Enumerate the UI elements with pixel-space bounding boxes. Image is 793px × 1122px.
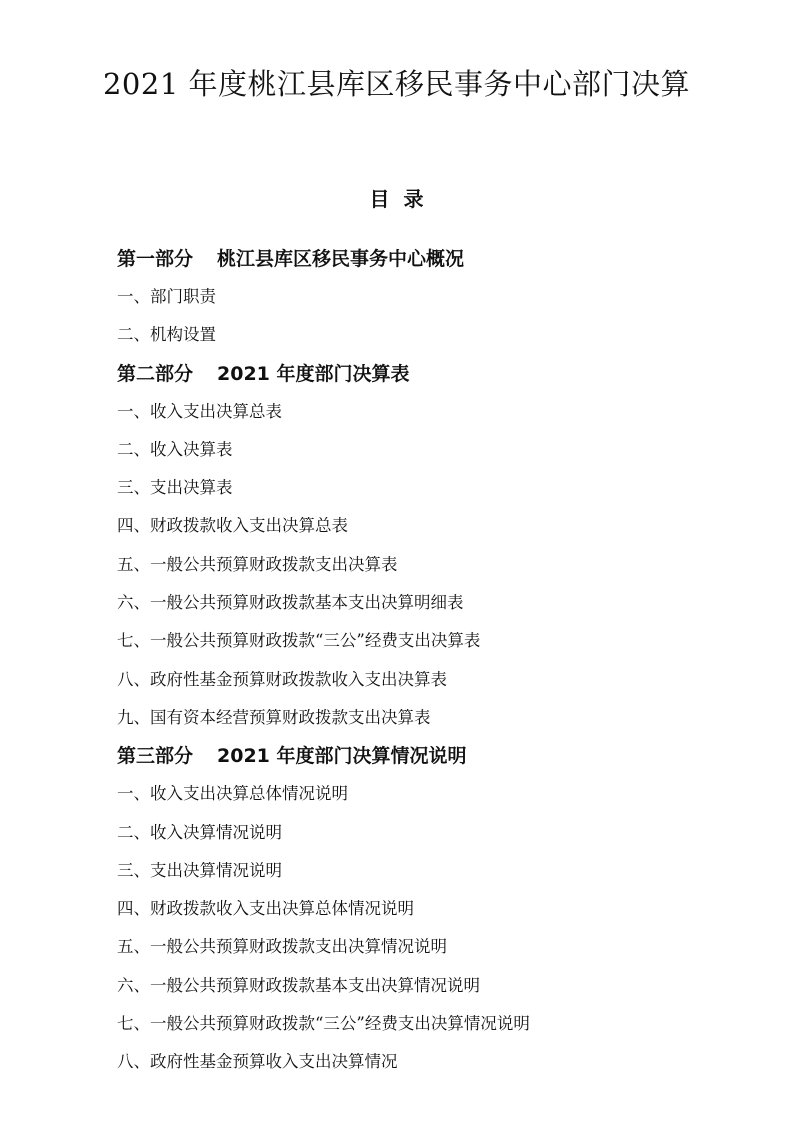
part-title: 桃江县库区移民事务中心概况 <box>217 248 465 270</box>
part-title: 2021 年度部门决算表 <box>217 362 410 385</box>
toc-item[interactable]: 三、支出决算情况说明 <box>117 860 282 880</box>
page-title: 2021 年度桃江县库区移民事务中心部门决算 <box>102 67 691 101</box>
toc-part-2-heading[interactable] <box>117 355 757 393</box>
toc-item[interactable]: 三、支出决算表 <box>117 478 233 498</box>
toc-item[interactable]: 二、机构设置 <box>117 325 216 345</box>
toc-item[interactable]: 七、一般公共预算财政拨款“三公”经费支出决算表 <box>117 631 481 651</box>
toc-item[interactable]: 一、收入支出决算总表 <box>117 401 282 421</box>
toc-part-3-heading[interactable] <box>117 737 757 775</box>
part-number: 第二部分 <box>117 362 194 385</box>
part-title: 2021 年度部门决算情况说明 <box>217 745 467 768</box>
toc-item[interactable]: 一、部门职责 <box>117 287 216 306</box>
toc-item[interactable]: 四、财政拨款收入支出决算总表 <box>117 516 348 536</box>
toc-item[interactable]: 七、一般公共预算财政拨款“三公”经费支出决算情况说明 <box>117 1014 530 1034</box>
toc-item[interactable]: 八、政府性基金预算财政拨款收入支出决算表 <box>117 669 447 689</box>
toc-item[interactable]: 六、一般公共预算财政拨款基本支出决算情况说明 <box>117 975 480 995</box>
toc-item[interactable]: 二、收入决算情况说明 <box>117 822 282 842</box>
table-of-contents <box>117 240 757 1082</box>
toc-item[interactable]: 六、一般公共预算财政拨款基本支出决算明细表 <box>117 593 464 613</box>
part-number: 第一部分 <box>117 248 194 270</box>
toc-heading: 目录 <box>369 187 438 211</box>
toc-item[interactable]: 四、财政拨款收入支出决算总体情况说明 <box>117 899 414 919</box>
toc-item[interactable]: 二、收入决算表 <box>117 439 233 459</box>
toc-item[interactable]: 五、一般公共预算财政拨款支出决算表 <box>117 554 398 574</box>
toc-item[interactable]: 八、政府性基金预算收入支出决算情况 <box>117 1052 398 1072</box>
part-number: 第三部分 <box>117 745 194 768</box>
toc-item[interactable]: 一、收入支出决算总体情况说明 <box>117 784 348 804</box>
toc-item[interactable]: 九、国有资本经营预算财政拨款支出决算表 <box>117 707 431 727</box>
toc-part-1-heading[interactable] <box>117 240 757 278</box>
toc-item[interactable]: 五、一般公共预算财政拨款支出决算情况说明 <box>117 937 447 957</box>
